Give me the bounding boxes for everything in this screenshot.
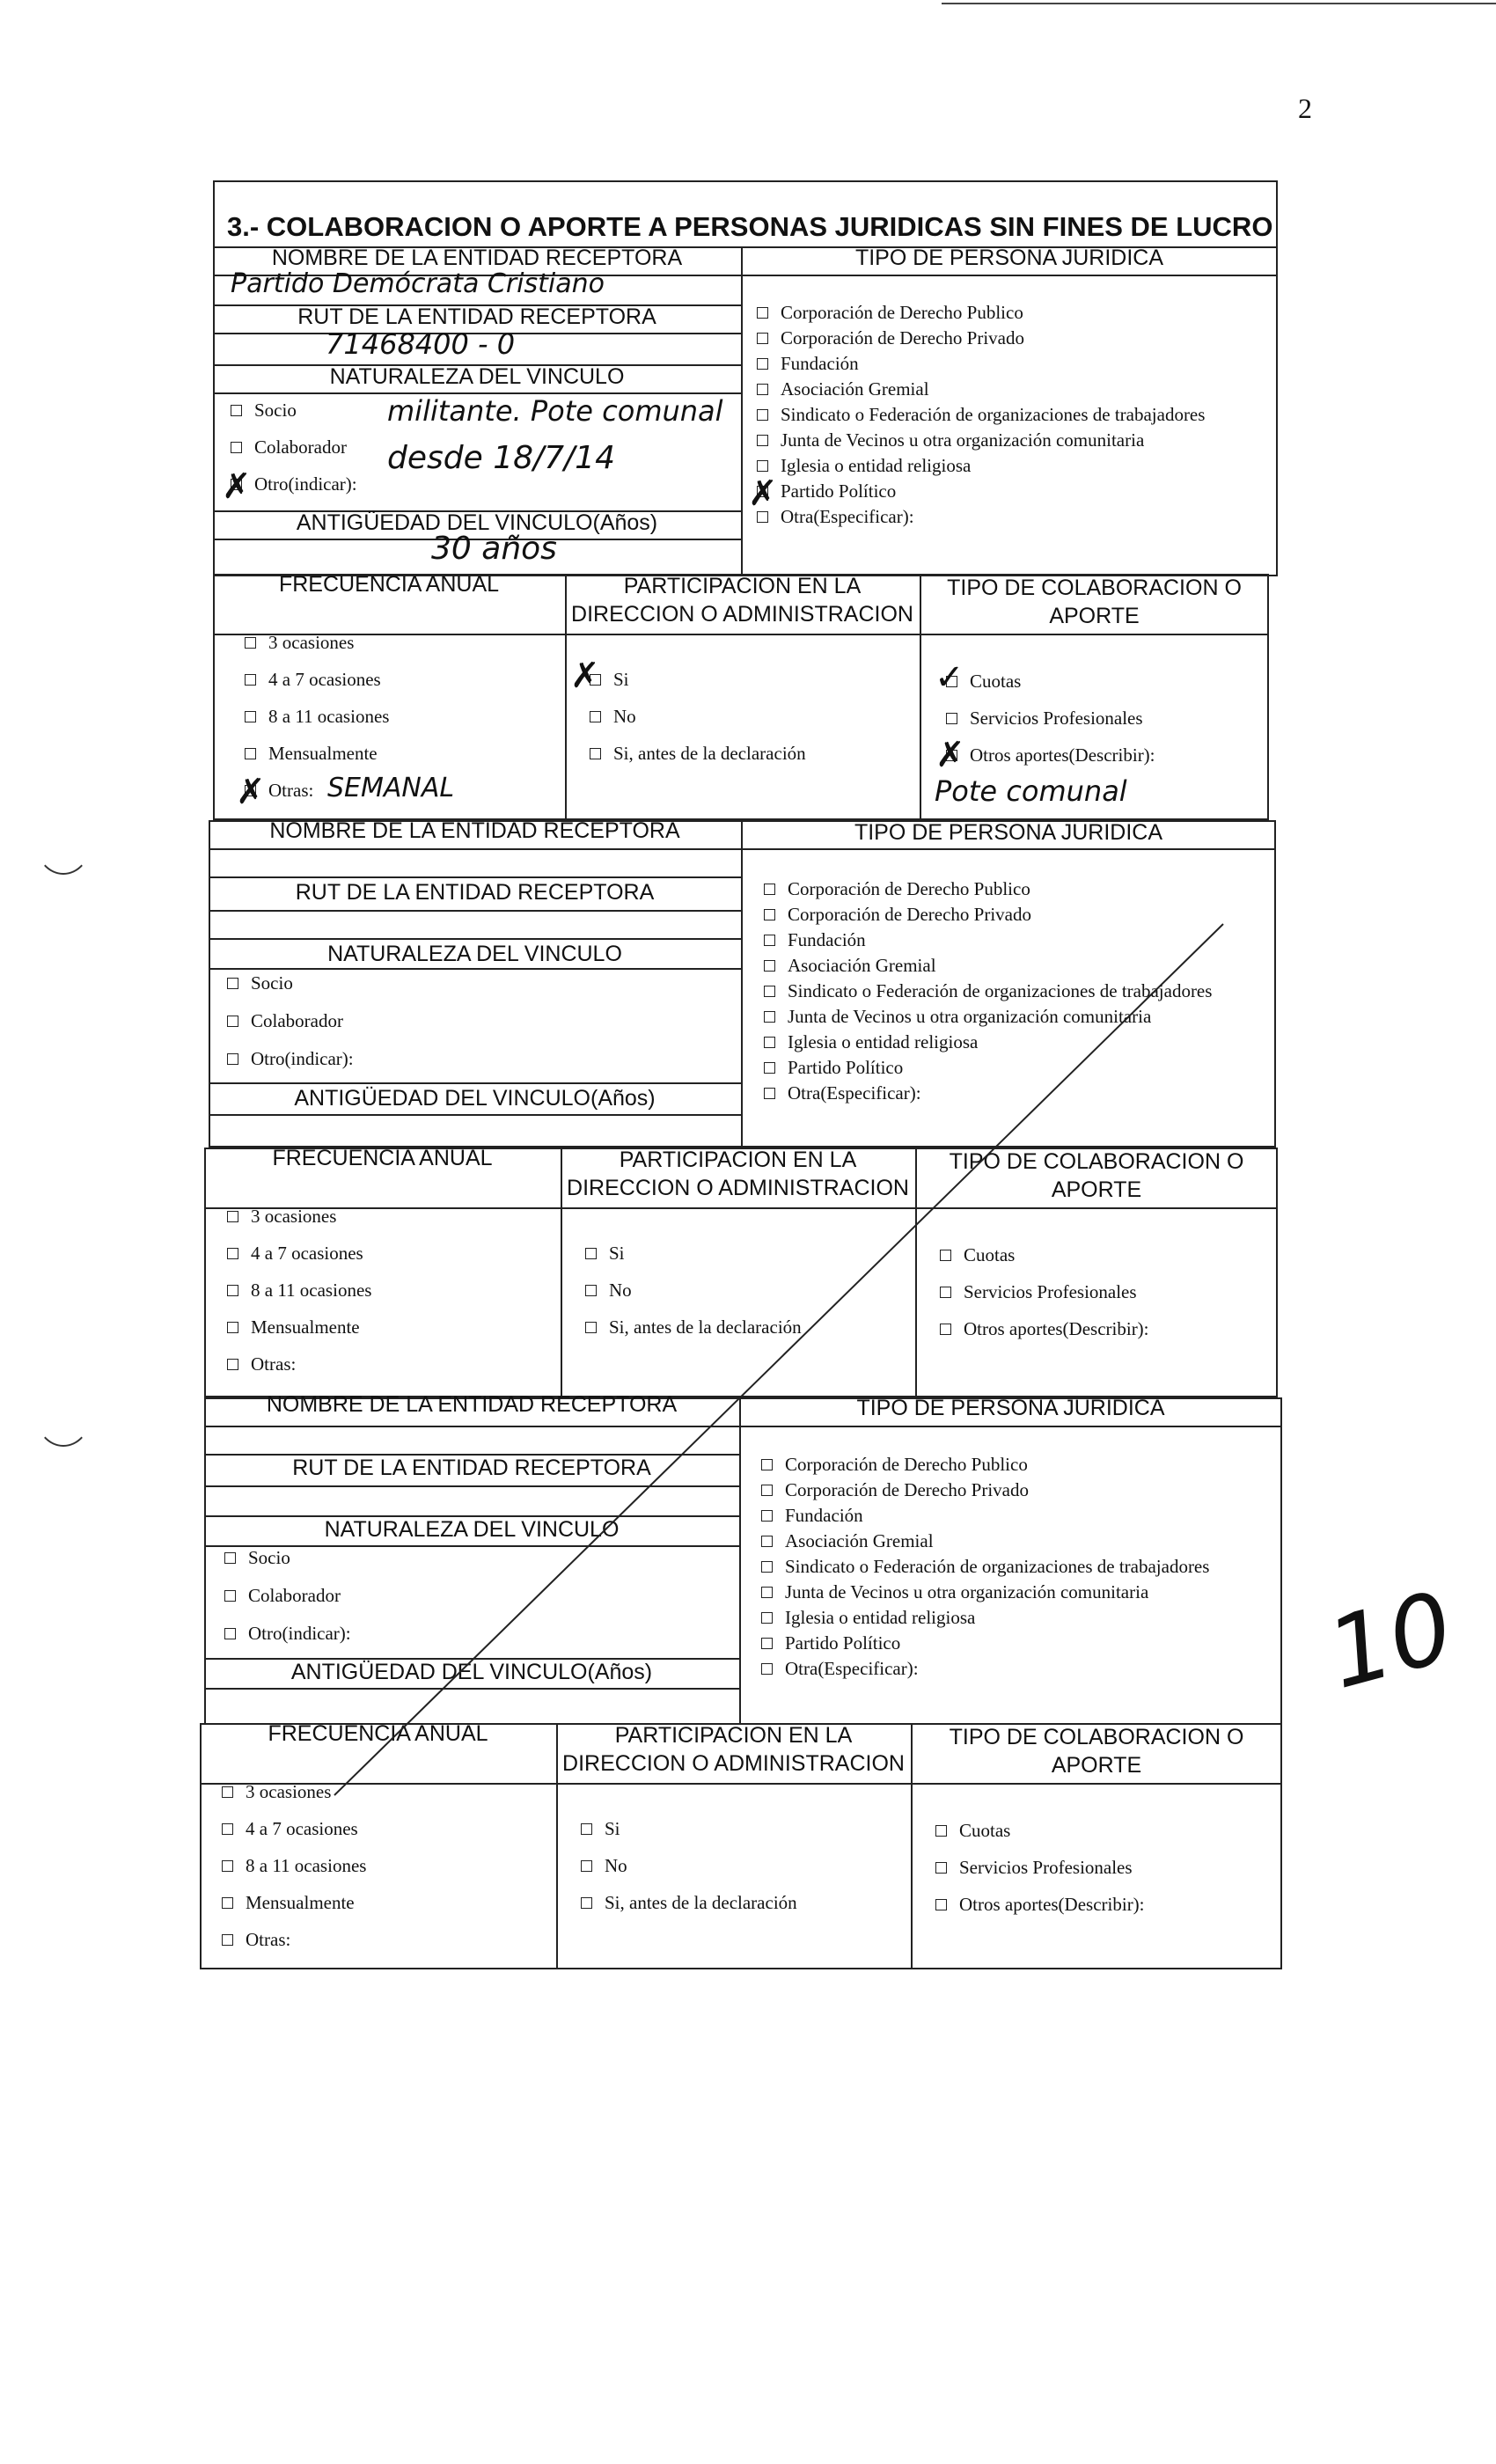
checkbox-mensualmente[interactable]: Mensualmente [245,743,378,765]
checkbox-junta-vecinos-3[interactable]: Junta de Vecinos u otra organización comunitaria [761,1581,1148,1603]
checkbox-otras[interactable]: Otras: [245,780,313,802]
checkbox-otra-especificar-2[interactable]: Otra(Especificar): [764,1082,921,1104]
header-tipo-persona: TIPO DE PERSONA JURIDICA [854,246,1164,270]
checkbox-servicios-profesionales-3[interactable]: Servicios Profesionales [935,1857,1133,1879]
header-antiguedad-3: ANTIGÜEDAD DEL VINCULO(Años) [290,1660,653,1684]
checkbox-fundacion-3[interactable]: Fundación [761,1505,863,1527]
checkbox-cuotas-3[interactable]: Cuotas [935,1820,1010,1842]
page-number: 2 [1298,92,1312,124]
header-frecuencia-3: FRECUENCIA ANUAL [268,1721,488,1746]
checkmark-participacion-si: ✗ [570,656,600,696]
handwritten-entidad: Partido Demócrata Cristiano [231,268,605,299]
header-rut-entidad: RUT DE LA ENTIDAD RECEPTORA [297,304,656,329]
handwritten-vinculo-line1: militante. Pote comunal [387,394,723,428]
header-tipo-colab-1-3: TIPO DE COLABORACION O [949,1725,1244,1749]
header-tipo-persona-3: TIPO DE PERSONA JURIDICA [856,1396,1165,1420]
checkbox-mensualmente-3[interactable]: Mensualmente [222,1892,355,1914]
checkbox-servicios-profesionales[interactable]: Servicios Profesionales [946,708,1143,730]
checkbox-fundacion-2[interactable]: Fundación [764,929,866,951]
checkbox-participacion-no[interactable]: No [590,706,636,728]
header-naturaleza-3: NATURALEZA DEL VINCULO [324,1517,620,1542]
header-frecuencia-2: FRECUENCIA ANUAL [272,1146,493,1170]
checkbox-colaborador[interactable]: Colaborador [231,436,347,458]
header-nombre-entidad-3: NOMBRE DE LA ENTIDAD RECEPTORA [266,1392,678,1417]
checkbox-corp-publico-2[interactable]: Corporación de Derecho Publico [764,878,1030,900]
header-nombre-entidad: NOMBRE DE LA ENTIDAD RECEPTORA [271,246,683,270]
header-frecuencia: FRECUENCIA ANUAL [278,572,500,597]
checkbox-colaborador-2[interactable]: Colaborador [227,1010,343,1032]
checkmark-otras: ✗ [236,772,266,812]
checkbox-partido-politico-3[interactable]: Partido Político [761,1632,900,1654]
header-antiguedad: ANTIGÜEDAD DEL VINCULO(Años) [296,510,658,535]
checkbox-otra-especificar-3[interactable]: Otra(Especificar): [761,1658,919,1680]
checkbox-iglesia-3[interactable]: Iglesia o entidad religiosa [761,1607,975,1629]
checkbox-mensualmente-2[interactable]: Mensualmente [227,1316,360,1338]
checkbox-servicios-profesionales-2[interactable]: Servicios Profesionales [940,1281,1137,1303]
checkbox-3-ocasiones[interactable]: 3 ocasiones [245,632,354,654]
checkbox-asociacion-gremial[interactable]: Asociación Gremial [757,378,929,400]
section-title: 3.- COLABORACION O APORTE A PERSONAS JURIDICAS SIN FINES DE LUCRO [227,211,1273,242]
header-tipo-colab-1: TIPO DE COLABORACION O [947,576,1242,600]
header-participacion-2-3: DIRECCION O ADMINISTRACION [562,1751,905,1776]
header-naturaleza-2: NATURALEZA DEL VINCULO [327,942,622,966]
handwritten-otros-aportes: Pote comunal [935,774,1127,808]
checkbox-corp-publico-3[interactable]: Corporación de Derecho Publico [761,1454,1028,1476]
checkbox-participacion-antes-3[interactable]: Si, antes de la declaración [581,1892,797,1914]
checkbox-iglesia[interactable]: Iglesia o entidad religiosa [757,455,971,477]
checkbox-3-ocasiones-3[interactable]: 3 ocasiones [222,1781,331,1803]
checkbox-corp-privado-2[interactable]: Corporación de Derecho Privado [764,904,1031,926]
checkbox-colaborador-3[interactable]: Colaborador [224,1585,341,1607]
checkbox-sindicato[interactable]: Sindicato o Federación de organizaciones de trabajadores [757,404,1205,426]
checkbox-fundacion[interactable]: Fundación [757,353,859,375]
handwritten-frecuencia-otras: SEMANAL [327,773,455,803]
checkbox-socio[interactable]: Socio [231,400,297,422]
checkbox-otra-especificar[interactable]: Otra(Especificar): [757,506,914,528]
checkbox-otras-3[interactable]: Otras: [222,1929,290,1951]
checkbox-4-7-ocasiones-3[interactable]: 4 a 7 ocasiones [222,1818,358,1840]
header-nombre-entidad-2: NOMBRE DE LA ENTIDAD RECEPTORA [269,818,680,843]
checkmark-otro: ✗ [222,466,252,507]
header-rut-entidad-3: RUT DE LA ENTIDAD RECEPTORA [292,1456,651,1480]
checkbox-cuotas-2[interactable]: Cuotas [940,1244,1015,1266]
checkmark-partido-politico: ✗ [748,473,778,514]
checkbox-corp-privado-3[interactable]: Corporación de Derecho Privado [761,1479,1029,1501]
header-rut-entidad-2: RUT DE LA ENTIDAD RECEPTORA [295,880,655,905]
header-participacion-2-2: DIRECCION O ADMINISTRACION [567,1176,909,1200]
checkbox-socio-3[interactable]: Socio [224,1547,290,1569]
checkbox-junta-vecinos-2[interactable]: Junta de Vecinos u otra organización comunitaria [764,1006,1151,1028]
header-tipo-colab-2: APORTE [1049,604,1140,628]
handwritten-vinculo-line2: desde 18/7/14 [387,440,615,476]
checkbox-otros-aportes-2[interactable]: Otros aportes(Describir): [940,1318,1149,1340]
header-antiguedad-2: ANTIGÜEDAD DEL VINCULO(Años) [294,1086,656,1111]
checkbox-junta-vecinos[interactable]: Junta de Vecinos u otra organización comunitaria [757,429,1144,451]
checkbox-4-7-ocasiones-2[interactable]: 4 a 7 ocasiones [227,1243,363,1265]
header-tipo-colab-2-3: APORTE [1051,1753,1142,1778]
margin-handwritten-number: 10 [1316,1570,1465,1711]
checkbox-otro-indicar-3[interactable]: Otro(indicar): [224,1623,351,1645]
checkbox-otros-aportes[interactable]: Otros aportes(Describir): [946,744,1155,766]
handwritten-antiguedad: 30 años [431,531,557,567]
checkbox-cuotas[interactable]: Cuotas [946,671,1021,693]
checkbox-corp-privado[interactable]: Corporación de Derecho Privado [757,327,1024,349]
checkbox-participacion-no-2[interactable]: No [585,1280,632,1302]
checkbox-otro-indicar-2[interactable]: Otro(indicar): [227,1048,354,1070]
header-participacion-2: DIRECCION O ADMINISTRACION [571,602,913,627]
checkbox-participacion-si-2[interactable]: Si [585,1243,625,1265]
checkbox-8-11-ocasiones[interactable]: 8 a 11 ocasiones [245,706,389,728]
header-tipo-colab-2-2: APORTE [1051,1177,1142,1202]
header-participacion-1-2: PARTICIPACION EN LA [619,1148,857,1172]
checkbox-3-ocasiones-2[interactable]: 3 ocasiones [227,1206,336,1228]
checkbox-4-7-ocasiones[interactable]: 4 a 7 ocasiones [245,669,381,691]
checkbox-partido-politico-2[interactable]: Partido Político [764,1057,903,1079]
checkbox-iglesia-2[interactable]: Iglesia o entidad religiosa [764,1031,978,1053]
checkbox-partido-politico[interactable]: Partido Político [757,480,896,502]
checkbox-asociacion-gremial-3[interactable]: Asociación Gremial [761,1530,934,1552]
checkbox-otros-aportes-3[interactable]: Otros aportes(Describir): [935,1894,1145,1916]
header-tipo-colab-1-2: TIPO DE COLABORACION O [949,1149,1244,1174]
checkmark-cuotas: ✓ [935,657,964,698]
checkbox-sindicato-2[interactable]: Sindicato o Federación de organizaciones de trabajadores [764,980,1212,1002]
header-tipo-persona-2: TIPO DE PERSONA JURIDICA [854,820,1163,845]
checkbox-otras-2[interactable]: Otras: [227,1353,296,1375]
header-participacion-1: PARTICIPACION EN LA [623,574,862,598]
checkbox-otro-indicar[interactable]: Otro(indicar): [231,473,357,495]
checkbox-8-11-ocasiones-2[interactable]: 8 a 11 ocasiones [227,1280,371,1302]
checkbox-participacion-si[interactable]: Si [590,669,629,691]
checkbox-asociacion-gremial-2[interactable]: Asociación Gremial [764,955,936,977]
checkbox-participacion-no-3[interactable]: No [581,1855,627,1877]
checkbox-participacion-antes[interactable]: Si, antes de la declaración [590,743,806,765]
header-naturaleza: NATURALEZA DEL VINCULO [329,364,625,389]
checkbox-corp-publico[interactable]: Corporación de Derecho Publico [757,302,1023,324]
handwritten-rut: 71468400 - 0 [326,327,516,361]
checkbox-socio-2[interactable]: Socio [227,972,293,994]
checkbox-8-11-ocasiones-3[interactable]: 8 a 11 ocasiones [222,1855,366,1877]
checkmark-otros-aportes: ✗ [935,735,965,775]
checkbox-participacion-antes-2[interactable]: Si, antes de la declaración [585,1316,802,1338]
header-participacion-1-3: PARTICIPACION EN LA [614,1723,853,1748]
checkbox-sindicato-3[interactable]: Sindicato o Federación de organizaciones de trabajadores [761,1556,1209,1578]
checkbox-participacion-si-3[interactable]: Si [581,1818,620,1840]
